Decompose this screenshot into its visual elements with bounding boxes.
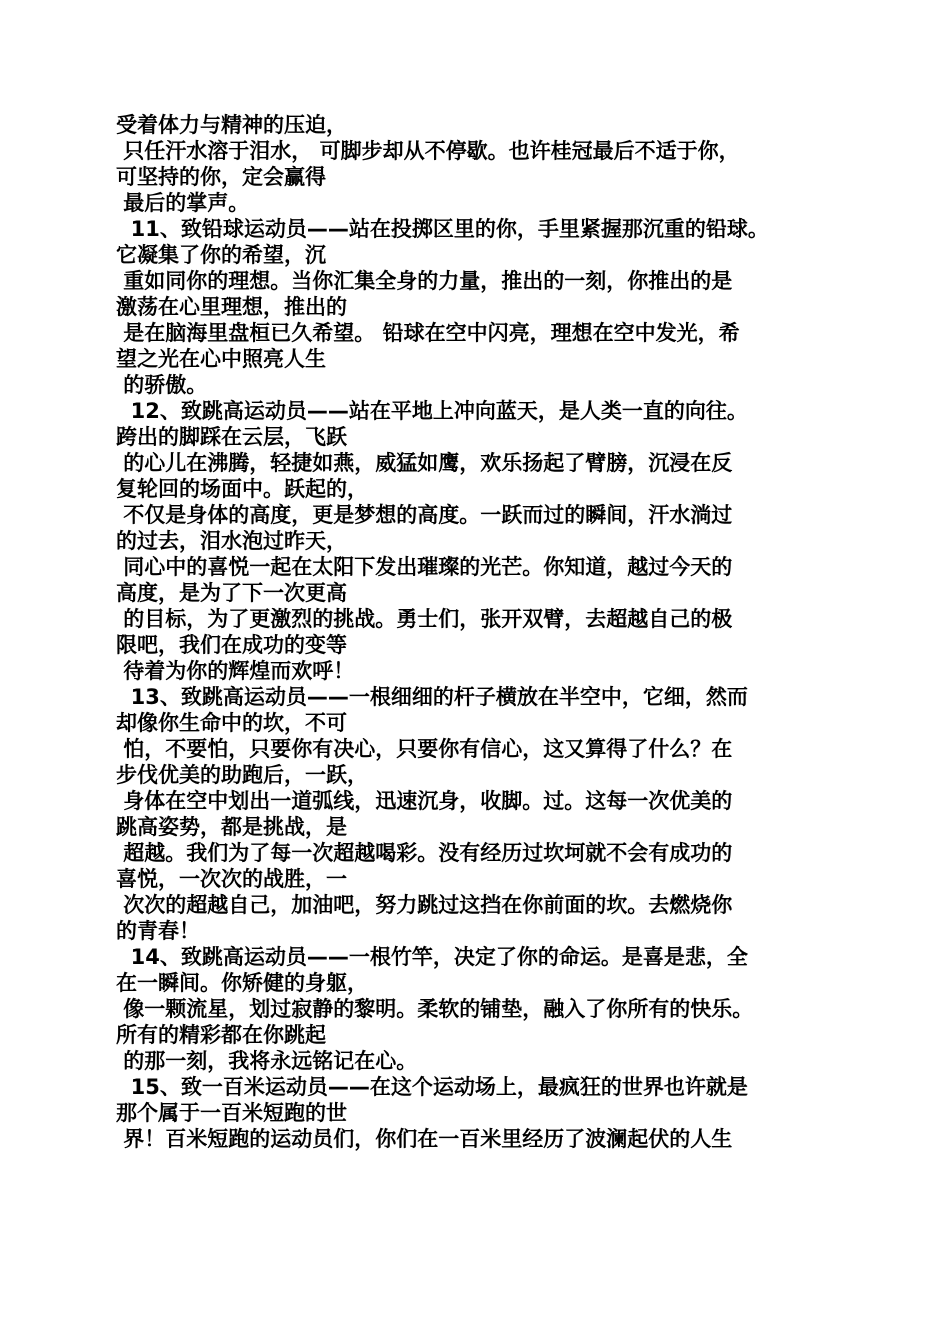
text-line: 11、致铅球运动员——站在投掷区里的你，手里紧握那沉重的铅球。 [116,217,769,241]
text-line: 的那一刻，我将永远铭记在心。 [116,1049,418,1073]
text-line: 那个属于一百米短跑的世 [116,1101,347,1125]
text-line: 激荡在心里理想，推出的 [116,295,347,319]
text-line: 最后的掌声。 [116,191,250,215]
text-line: 怕，不要怕，只要你有决心，只要你有信心，这又算得了什么？在 [116,737,733,761]
text-line: 只任汗水溶于泪水， 可脚步却从不停歇。也许桂冠最后不适于你， [116,139,740,163]
text-line: 跳高姿势，都是挑战，是 [116,815,347,839]
text-line: 受着体力与精神的压迫， [116,113,347,137]
text-line: 却像你生命中的坎，不可 [116,711,347,735]
text-line: 次次的超越自己，加油吧，努力跳过这挡在你前面的坎。去燃烧你 [116,893,733,917]
text-line: 的心儿在沸腾，轻捷如燕，威猛如鹰，欢乐扬起了臂膀，沉浸在反 [116,451,733,475]
text-line: 的骄傲。 [116,373,208,397]
text-line: 跨出的脚踩在云层，飞跃 [116,425,347,449]
text-line: 13、致跳高运动员——一根细细的杆子横放在半空中，它细，然而 [116,685,748,709]
text-line: 像一颗流星，划过寂静的黎明。柔软的铺垫，融入了你所有的快乐。 [116,997,754,1021]
text-line: 限吧，我们在成功的变等 [116,633,347,657]
text-line: 重如同你的理想。当你汇集全身的力量，推出的一刻，你推出的是 [116,269,733,293]
text-line: 超越。我们为了每一次超越喝彩。没有经历过坎坷就不会有成功的 [116,841,733,865]
text-line: 在一瞬间。你矫健的身躯， [116,971,368,995]
text-line: 它凝集了你的希望，沉 [116,243,326,267]
text-line: 同心中的喜悦一起在太阳下发出璀璨的光芒。你知道，越过今天的 [116,555,733,579]
text-line: 12、致跳高运动员——站在平地上冲向蓝天，是人类一直的向往。 [116,399,748,423]
text-line: 14、致跳高运动员——一根竹竿，决定了你的命运。是喜是悲，全 [116,945,748,969]
text-line: 的过去，泪水泡过昨天， [116,529,347,553]
text-line: 望之光在心中照亮人生 [116,347,326,371]
text-line: 的目标，为了更激烈的挑战。勇士们，张开双臂，去超越自己的极 [116,607,733,631]
text-line: 身体在空中划出一道弧线，迅速沉身，收脚。过。这每一次优美的 [116,789,733,813]
text-line: 复轮回的场面中。跃起的， [116,477,368,501]
text-line: 待着为你的辉煌而欢呼！ [116,659,355,683]
text-line: 步伐优美的助跑后，一跃， [116,763,368,787]
text-line: 高度，是为了下一次更高 [116,581,347,605]
text-line: 的青春！ [116,919,200,943]
text-line: 所有的精彩都在你跳起 [116,1023,326,1047]
text-line: 喜悦，一次次的战胜，一 [116,867,347,891]
text-line: 可坚持的你，定会赢得 [116,165,326,189]
text-line: 是在脑海里盘桓已久希望。 铅球在空中闪亮，理想在空中发光，希 [116,321,740,345]
text-line: 15、致一百米运动员——在这个运动场上，最疯狂的世界也许就是 [116,1075,748,1099]
text-line: 不仅是身体的高度，更是梦想的高度。一跃而过的瞬间，汗水淌过 [116,503,733,527]
document-body [116,112,846,1152]
text-line: 界！百米短跑的运动员们，你们在一百米里经历了波澜起伏的人生 [116,1127,733,1151]
